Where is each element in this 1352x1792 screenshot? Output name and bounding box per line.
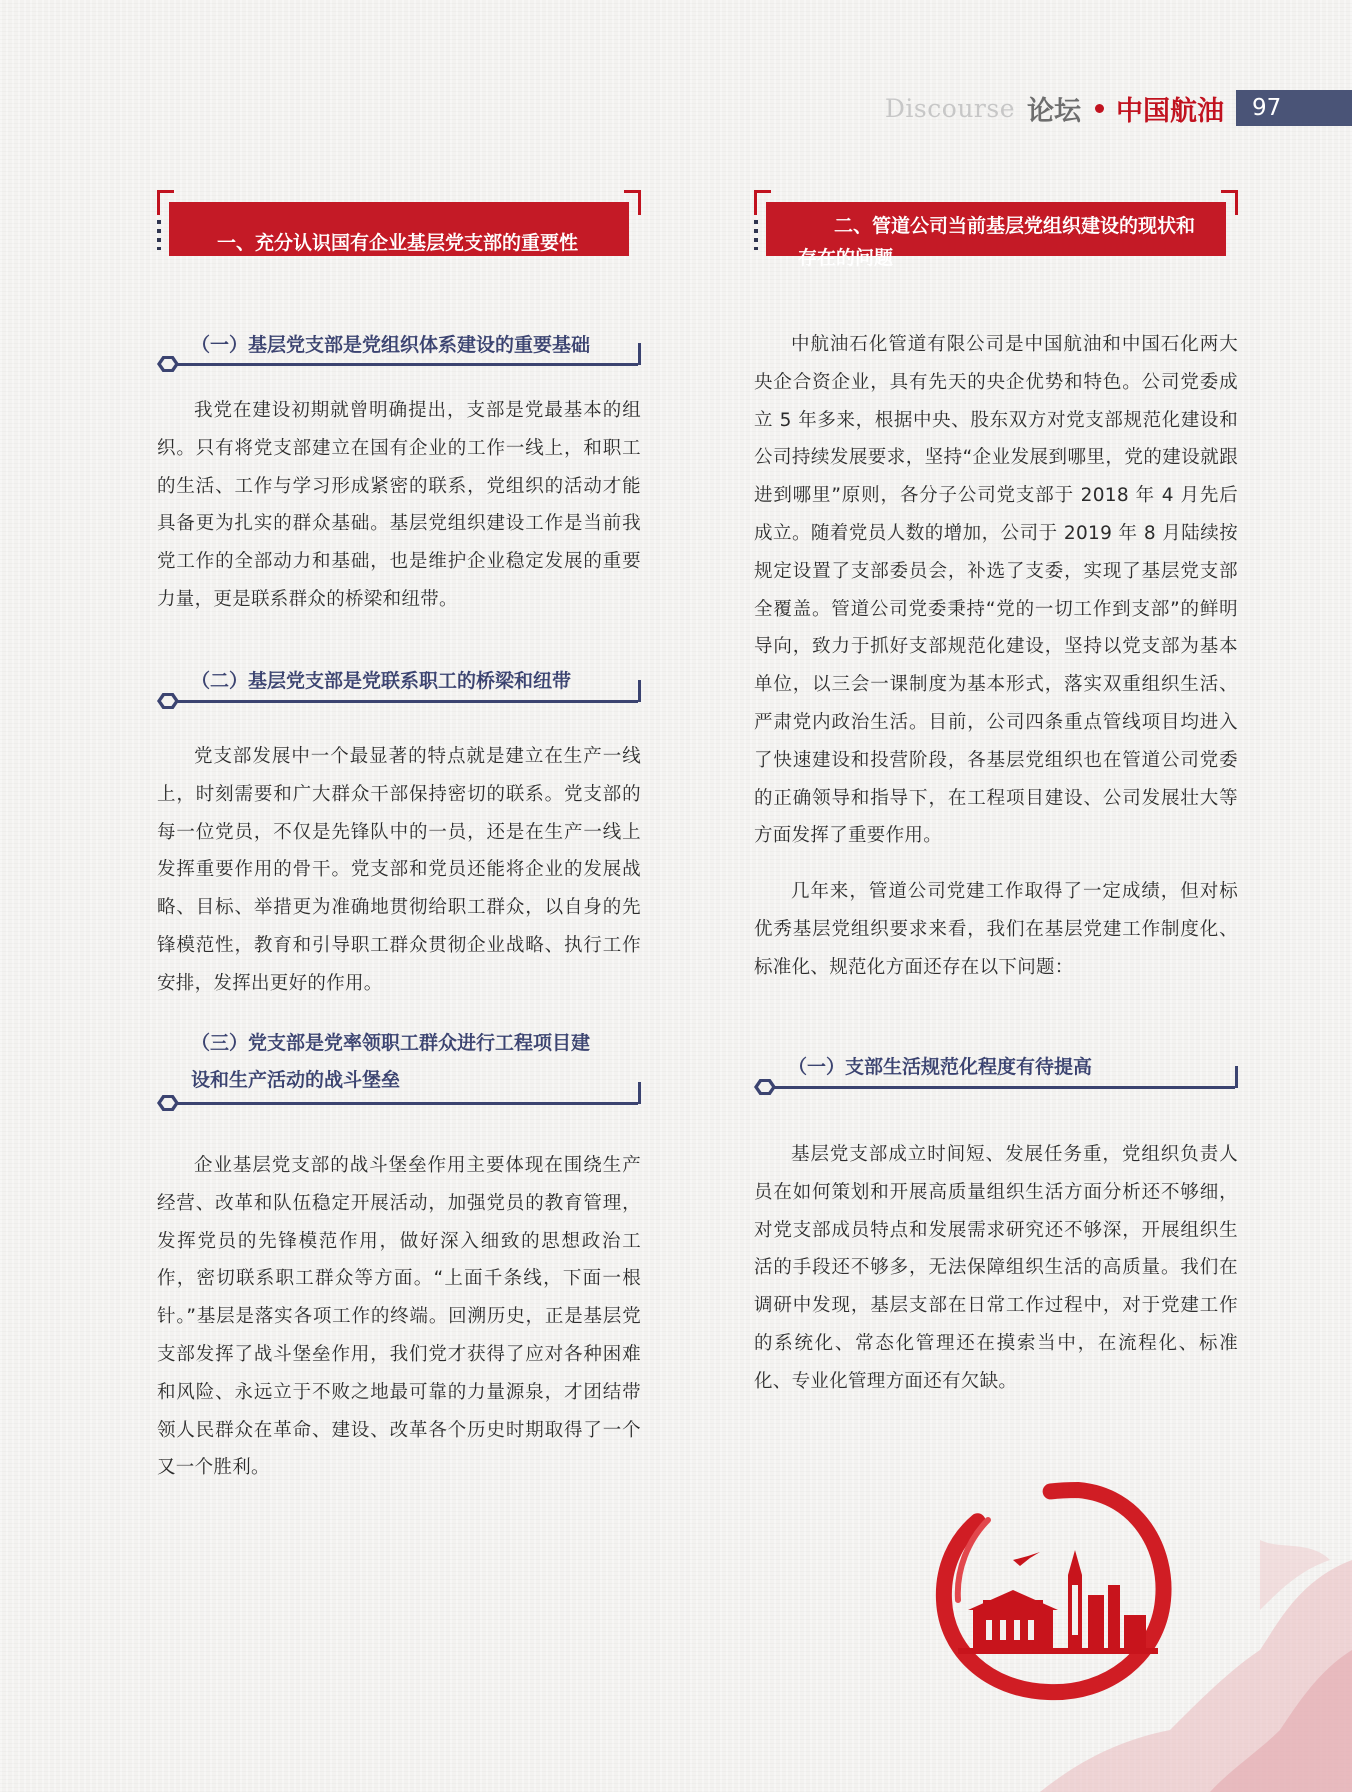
left-subheading-3: [157, 1024, 641, 1114]
city-skyline-emblem: [928, 1480, 1178, 1710]
left-paragraph-3: 企业基层党支部的战斗堡垒作用主要体现在围绕生产经营、改革和队伍稳定开展活动，加强党员的教育管理，发挥党员的先锋模范作用，做好深入细致的思想政治工作，密切联系职工群众等方面。“上面千条线，下面一根针。”基层是落实各项工作的终端。回溯历史，正是基层党支部发挥了战斗堡垒作用，我们党才获得了应对各种困难和风险、永远立于不败之地最可靠的力量源泉，才团结带领人民群众在革命、建设、改革各个历史时期取得了一个又一个胜利。: [157, 1155, 641, 1479]
header-section-title: 论坛: [1027, 95, 1081, 127]
subheading-text-line2: 设和生产活动的战斗堡垒: [191, 1069, 401, 1091]
right-section-title-line1: 二、管道公司当前基层党组织建设的现状和: [834, 215, 1196, 237]
subheading-text: （二）基层党支部是党联系职工的桥梁和纽带: [191, 670, 572, 692]
left-section-title-box: [157, 190, 641, 256]
subheading-tick: [1235, 1066, 1238, 1088]
section-title-banner: [766, 202, 1226, 269]
right-paragraph-3: 基层党支部成立时间短、发展任务重，党组织负责人员在如何策划和开展高质量组织生活方面分析还不够细，对党支部成员特点和发展需求研究还不够深，开展组织生活的手段还不够多，无法保障组织生活的高质量。我们在调研中发现，基层支部在日常工作过程中，对于党建工作的系统化、常态化管理还在摸索当中，在流程化、标准化、专业化管理方面还有欠缺。: [754, 1144, 1238, 1392]
hexagon-icon: [157, 1095, 179, 1111]
right-paragraph-1: 中航油石化管道有限公司是中国航油和中国石化两大央企合资企业，具有先天的央企优势和特色。公司党委成立 5 年多来，根据中央、股东双方对党支部规范化建设和公司持续发展要求，坚持“企业发展到哪里，党的建设就跟进到哪里”原则，各分子公司党支部于 2018 年 4 月先后成立。随着党员人数的增加，公司于 2019 年 8 月陆续按规定设置了支部委员会，补选了支委，实现了基层党支部全覆盖。管道公司党委秉持“党的一切工作到支部”的鲜明导向，致力于抓好支部规范化建设，坚持以党支部为基本单位，以三会一课制度为基本形式，落实双重组织生活、严肃党内政治生活。目前，公司四条重点管线项目均进入了快速建设和投营阶段，各基层党组织也在管道公司党委的正确领导和指导下，在工程项目建设、公司发展壮大等方面发挥了重要作用。: [754, 334, 1238, 847]
subheading-tick: [638, 343, 641, 365]
hexagon-icon: [157, 356, 179, 372]
left-subheading-1: [157, 326, 641, 376]
section-title-banner: [169, 202, 629, 256]
subheading-tick: [638, 1082, 641, 1104]
left-subheading-2: [157, 662, 641, 712]
right-paragraph-2: 几年来，管道公司党建工作取得了一定成绩，但对标优秀基层党组织要求来看，我们在基层党建工作制度化、标准化、规范化方面还存在以下问题：: [754, 881, 1238, 978]
subheading-underline: [764, 1086, 1235, 1089]
subheading-underline: [167, 1102, 638, 1105]
hexagon-icon: [157, 693, 179, 709]
right-section-title-box: [754, 190, 1238, 269]
right-section-title-line2: 存在的问题: [798, 247, 894, 269]
subheading-text: （一）支部生活规范化程度有待提高: [788, 1056, 1093, 1078]
header-english-title: Discourse: [884, 93, 1015, 123]
left-paragraph-1: 我党在建设初期就曾明确提出，支部是党最基本的组织。只有将党支部建立在国有企业的工作一线上，和职工的生活、工作与学习形成紧密的联系，党组织的活动才能具备更为扎实的群众基础。基层党组织建设工作是当前我党工作的全部动力和基础，也是维护企业稳定发展的重要力量，更是联系群众的桥梁和纽带。: [157, 400, 641, 610]
left-paragraph-2: 党支部发展中一个最显著的特点就是建立在生产一线上，时刻需要和广大群众干部保持密切的联系。党支部的每一位党员，不仅是先锋队中的一员，还是在生产一线上发挥重要作用的骨干。党支部和党员还能将企业的发展战略、目标、举措更为准确地贯彻给职工群众，以自身的先锋模范性，教育和引导职工群众贯彻企业战略、执行工作安排，发挥出更好的作用。: [157, 746, 641, 994]
page-header: [885, 90, 1352, 126]
header-brand-title: 中国航油: [1116, 95, 1224, 127]
section-title-dots: [754, 220, 758, 250]
subheading-tick: [638, 680, 641, 702]
right-subheading-1: [754, 1048, 1238, 1098]
subheading-underline: [167, 363, 638, 366]
hexagon-icon: [754, 1079, 776, 1095]
subheading-text: （一）基层党支部是党组织体系建设的重要基础: [191, 334, 591, 356]
subheading-underline: [167, 700, 638, 703]
subheading-text-line1: （三）党支部是党率领职工群众进行工程项目建: [191, 1032, 591, 1054]
page-number: 97: [1236, 90, 1352, 126]
section-title-dots: [157, 220, 161, 250]
left-section-title: 一、充分认识国有企业基层党支部的重要性: [217, 232, 579, 254]
header-dot-separator: [1095, 104, 1104, 113]
